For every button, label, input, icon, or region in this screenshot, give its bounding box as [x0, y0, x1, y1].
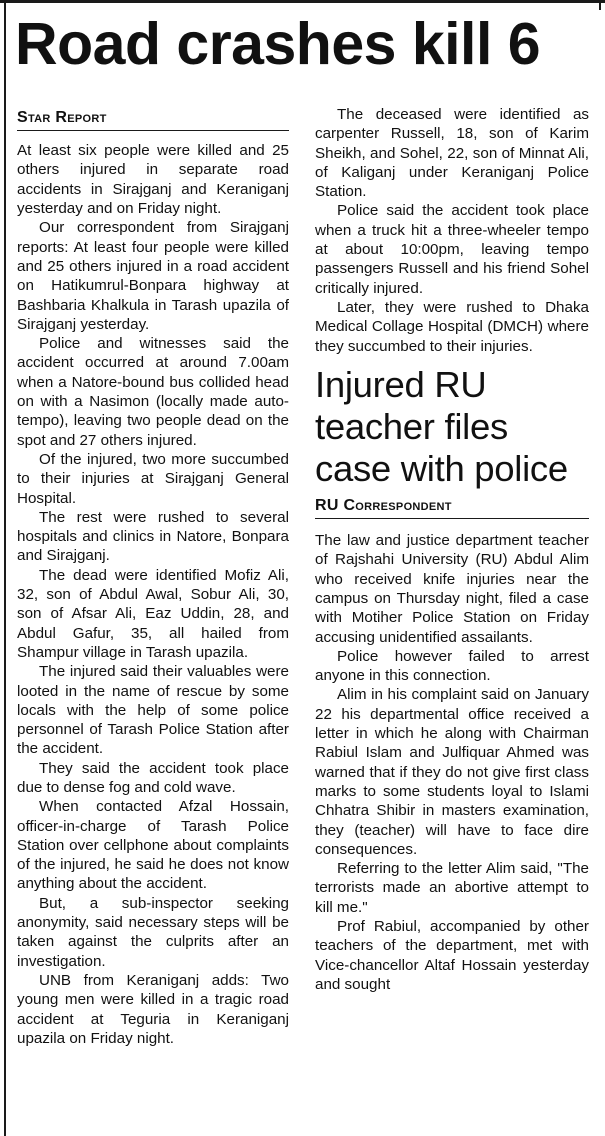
story1-paragraph-13: Police said the accident took place when a truck hit a three-wheeler tempo at about 10:00pm, leaving tempo passengers Russell and his friend Sohel critically injured.	[315, 202, 589, 297]
left-column-rule	[4, 0, 6, 1136]
top-border-rule	[0, 0, 605, 3]
story1-paragraph-11: UNB from Keraniganj adds: Two young men were killed in a tragic road accident at Teguria in Keraniganj upazila on Friday night.	[17, 971, 289, 1047]
story1-paragraph-10: But, a sub-inspector seeking anonymity, said necessary steps will be taken against the culprits after an investigation.	[17, 894, 289, 970]
story1-paragraph-14: Later, they were rushed to Dhaka Medical Collage Hospital (DMCH) where they succumbed to their injuries.	[315, 298, 589, 355]
story2-paragraph-1: The law and justice department teacher of Rajshahi University (RU) Abdul Alim who received knife injuries near the campus on Thursday night, filed a case with Motiher Police Station on Friday accusing unidentified assailants.	[315, 532, 589, 646]
article-column-left	[17, 108, 289, 1136]
story2-paragraph-5: Prof Rabiul, accompanied by other teachers of the department, met with Vice-chancellor Altaf Hossain yesterday and sought	[315, 917, 589, 993]
story1-paragraph-1: At least six people were killed and 25 others injured in separate road accidents in Sirajganj and Keraniganj yesterday and on Friday night.	[17, 142, 289, 218]
story1-paragraph-12: The deceased were identified as carpenter Russell, 18, son of Karim Sheikh, and Sohel, 22, son of Minnat Ali, of Kaliganj under Keraniganj Police Station.	[315, 106, 589, 201]
story2-paragraph-3: Alim in his complaint said on January 22 his departmental office received a letter in which he along with Chairman Rabiul Islam and Julfiquar Ahmed was warned that if they do not give first class marks to some students loyal to Islami Chhatra Shibir in masters examination, they (teacher) will have to face dire consequences.	[315, 686, 589, 858]
story2-byline: RU Correspondent	[315, 496, 589, 519]
story1-paragraph-4: Of the injured, two more succumbed to their injuries at Sirajganj General Hospital.	[17, 450, 289, 507]
story2-headline: Injured RU teacher files case with police	[315, 363, 568, 489]
story2-paragraph-4: Referring to the letter Alim said, "The terrorists made an abortive attempt to kill me."	[315, 860, 589, 916]
story1-paragraph-7: The injured said their valuables were looted in the name of rescue by some locals with the help of some police personnel of Tarash Police Station after the accident.	[17, 663, 289, 758]
story1-paragraph-3: Police and witnesses said the accident occurred at around 7.00am when a Natore-bound bus collided head on with a Nasimon (locally made auto-tempo), leaving two people dead on the spot and 27 others injured.	[17, 335, 289, 449]
story1-paragraph-9: When contacted Afzal Hossain, officer-in-charge of Tarash Police Station over cellphone about complaints of the injured, he said he does not know anything about the accident.	[17, 798, 289, 893]
story2-paragraph-2: Police however failed to arrest anyone in this connection.	[315, 647, 589, 685]
right-edge-rule	[599, 0, 601, 10]
story1-paragraph-2: Our correspondent from Sirajganj reports: At least four people were killed and 25 others injured in a road accident on Hatikumrul-Bonpara highway at Bashbaria Khalkula in Tarash upazila of Sirajganj yesterday.	[17, 219, 289, 333]
article-column-right	[315, 105, 589, 1136]
story1-paragraph-8: They said the accident took place due to dense fog and cold wave.	[17, 759, 289, 796]
story1-paragraph-5: The rest were rushed to several hospitals and clinics in Natore, Bonpara and Sirajganj.	[17, 508, 289, 565]
story1-paragraph-6: The dead were identified Mofiz Ali, 32, son of Abdul Awal, Sobur Ali, 30, son of Afsar Ali, Eaz Uddin, 28, and Abdul Gafur, 35, all hailed from Shampur village in Tarash upazila.	[17, 566, 289, 661]
story1-byline: Star Report	[17, 108, 289, 131]
main-headline: Road crashes kill 6	[15, 11, 541, 77]
